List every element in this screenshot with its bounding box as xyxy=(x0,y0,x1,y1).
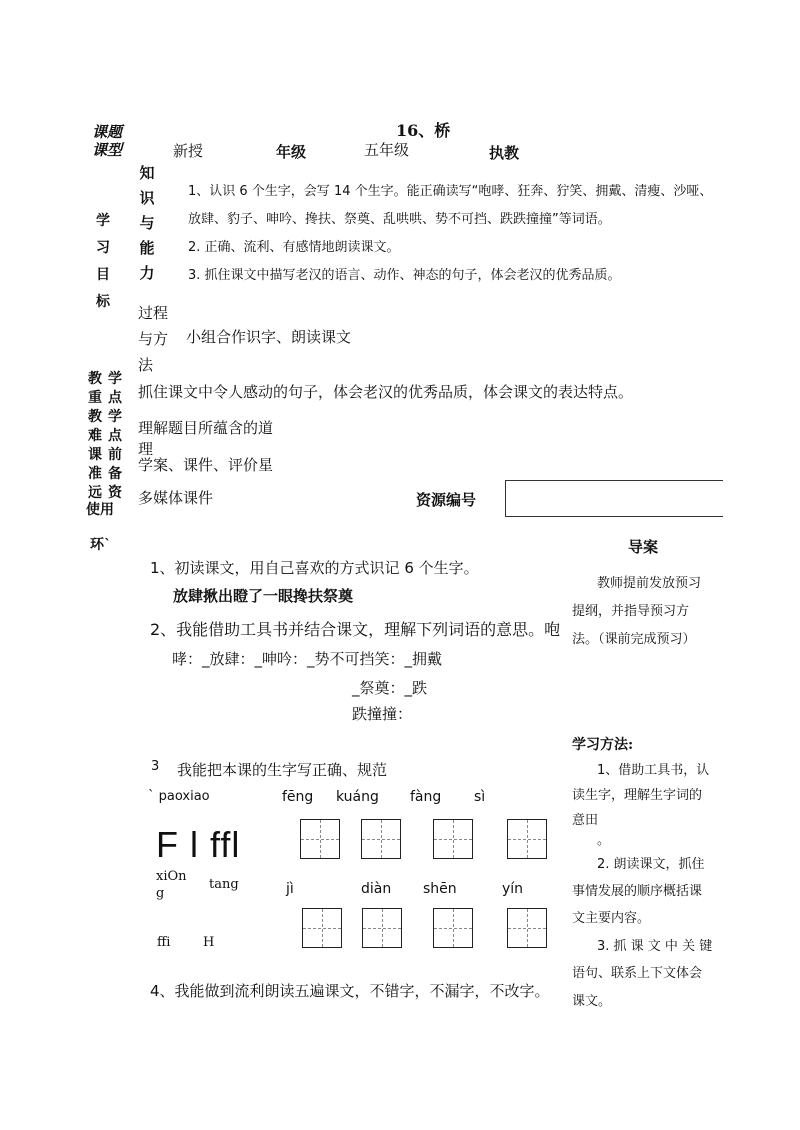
objective-item-1b: 放肆、豹子、呻吟、搀扶、祭奠、乱哄哄、势不可挡、跌跌撞撞”等词语。 xyxy=(188,212,611,227)
grade-value: 五年级 xyxy=(364,141,410,159)
teacher-label: 执教 xyxy=(489,144,520,162)
difficulty-cont: 理 xyxy=(138,440,154,458)
method-1d: 。 xyxy=(597,833,611,848)
pinyin-yin: yín xyxy=(502,881,524,897)
writing-box-si[interactable] xyxy=(507,819,547,859)
focus-col-b: 学 点 学 点 前 备 资 xyxy=(108,371,122,501)
process-value: 小组合作识字、朗读课文 xyxy=(186,328,352,346)
method-2c: 文主要内容。 xyxy=(572,911,651,926)
resource-no-field[interactable] xyxy=(505,480,723,517)
objective-item-3: 3. 抓住课文中描写老汉的语言、动作、神态的句子，体会老汉的优秀品质。 xyxy=(188,268,621,283)
garbled-glyphs-row1: F l ffl xyxy=(156,824,241,865)
pinyin-tang: tang xyxy=(209,877,239,892)
method-title: 学习方法: xyxy=(572,737,634,753)
method-3a: 3. 抓 课 文 中 关 键 xyxy=(597,939,713,954)
pinyin-shen: shēn xyxy=(423,881,457,897)
page-title: 16、桥 xyxy=(396,121,451,140)
guide-p1b: 提纲，并指导预习方 xyxy=(572,604,690,619)
method-1a: 1、借助工具书，认 xyxy=(597,763,710,778)
pinyin-kuang: kuáng xyxy=(336,789,379,805)
task-3-number: 3 xyxy=(151,759,160,774)
pinyin-si: sì xyxy=(474,789,486,805)
writing-box-kuang[interactable] xyxy=(361,819,401,859)
writing-box-yin[interactable] xyxy=(507,908,547,948)
task-2-line2: 哮：_放肆：_呻吟：_势不可挡笑：_拥戴 xyxy=(172,650,443,668)
section-right-label: 导案 xyxy=(628,538,659,556)
focus-col-a: 教 重 教 难 课 准 远 xyxy=(88,371,102,501)
section-left-label: 环` xyxy=(90,537,111,553)
resource-no-label: 资源编号 xyxy=(416,491,477,509)
task-2-line1: 2、我能借助工具书并结合课文，理解下列词语的意思。咆 xyxy=(150,620,561,639)
difficulty: 理解题目所蕴含的道 xyxy=(138,419,274,437)
resource: 多媒体课件 xyxy=(138,489,214,507)
pinyin-xiong-b: g xyxy=(156,886,165,901)
method-3b: 语句、联系上下文体会 xyxy=(572,966,703,981)
guide-p1c: 法。（课前完成预习） xyxy=(572,632,696,647)
task-4: 4、我能做到流利朗读五遍课文，不错字，不漏字，不改字。 xyxy=(150,982,550,1000)
key-point: 抓住课文中令人感动的句子，体会老汉的优秀品质，体会课文的表达特点。 xyxy=(138,383,634,401)
label-topic: 课题 xyxy=(92,123,123,141)
method-2a: 2. 朗读课文，抓住 xyxy=(597,857,705,872)
grade-label: 年级 xyxy=(276,143,307,161)
method-2b: 事情发展的顺序概括课 xyxy=(572,884,703,899)
writing-box-feng[interactable] xyxy=(300,819,340,859)
writing-box-ji[interactable] xyxy=(302,908,342,948)
writing-box-dian[interactable] xyxy=(362,908,402,948)
task-2-line3: _祭奠：_跌 xyxy=(352,679,428,697)
objective-item-1a: 1、认识 6 个生字，会写 14 个生字。能正确读写“咆哮、狂奔、狞笑、拥戴、清瘦、沙哑、 xyxy=(188,184,713,199)
pinyin-dian: diàn xyxy=(361,881,392,897)
knowledge-label: 知 识 与 能 力 xyxy=(139,164,155,282)
prep-materials: 学案、课件、评价星 xyxy=(138,456,274,474)
pinyin-paoxiao: ` paoxiao xyxy=(148,789,210,804)
use-label: 使用 xyxy=(86,502,114,518)
task-1-words: 放肆揪出瞪了一眼搀扶祭奠 xyxy=(173,587,354,605)
glyph-ffi: ffi xyxy=(157,935,171,950)
type-value: 新授 xyxy=(173,142,204,160)
pinyin-ji: jì xyxy=(286,881,294,897)
objectives-side-label: 学 习 目 标 xyxy=(96,213,110,310)
task-3: 我能把本课的生字写正确、规范 xyxy=(177,761,388,779)
label-type: 课型 xyxy=(92,141,123,159)
task-2-line4: 跌撞撞： xyxy=(352,705,413,723)
method-3c: 课文。 xyxy=(572,994,612,1009)
pinyin-xiong-a: xiOn xyxy=(156,869,187,884)
objective-item-2: 2. 正确、流利、有感情地朗读课文。 xyxy=(188,240,400,255)
writing-box-shen[interactable] xyxy=(433,908,473,948)
guide-p1a: 教师提前发放预习 xyxy=(597,576,702,591)
pinyin-fang: fàng xyxy=(410,789,442,805)
glyph-h: H xyxy=(203,935,215,950)
method-1c: 意田 xyxy=(572,813,599,828)
pinyin-feng: fēng xyxy=(282,789,314,805)
method-1b: 读生字，理解生字词的 xyxy=(572,788,703,803)
writing-box-fang[interactable] xyxy=(433,819,473,859)
task-1: 1、初读课文，用自己喜欢的方式识记 6 个生字。 xyxy=(150,559,479,577)
process-label: 过程 与方 法 xyxy=(138,304,169,374)
